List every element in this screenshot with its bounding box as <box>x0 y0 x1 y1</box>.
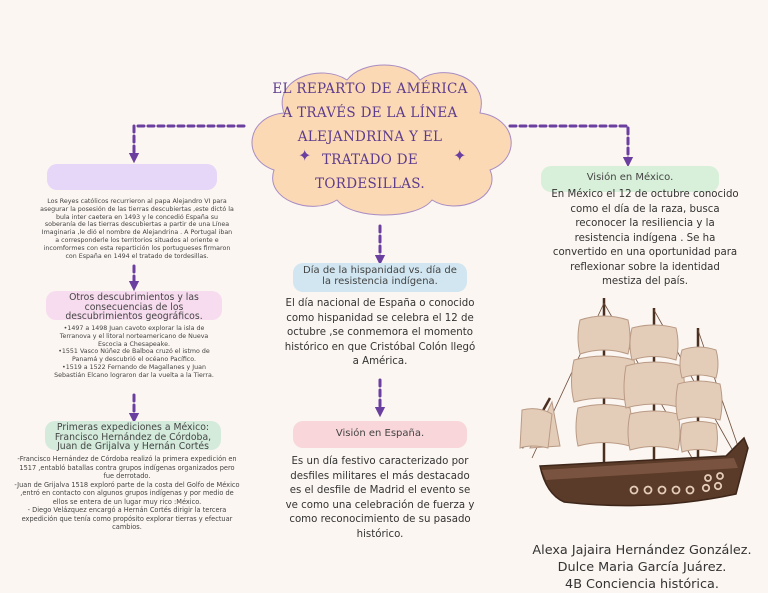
mexico-text: En México el 12 de octubre conocido como el día de la raza, busca reconocer la resiliencia y la resistencia indígena . Se ha convertido en una oportunidad para reflexionar sobre la identidad mestiza del país. <box>551 189 739 287</box>
expediciones-item-2: -Juan de Grijalva 1518 exploró parte de la costa del Golfo de México ,entró en contacto con algunos grupos indígenas y por medio de ellos se entera de un lugar muy rico :México. <box>14 480 240 506</box>
author-2: Dulce Maria García Juárez. <box>557 560 727 575</box>
expediciones-item-3: - Diego Velázquez encargó a Hernán Cortés dirigir la tercera expedición que tenía como propósito explorar tierras y efectuar cambios. <box>21 506 233 531</box>
expediciones-list <box>14 455 240 532</box>
sparkle-right-icon: ✦ <box>453 146 467 165</box>
otros-list <box>50 325 218 380</box>
mexico-node: Visión en México. <box>541 166 719 192</box>
expediciones-node: Primeras expediciones a México: Francisco Hernández de Córdoba, Juan de Grijalva y Hernán Cortés <box>45 421 221 450</box>
left-branch-empty-node <box>47 164 217 190</box>
title-line-3: ALEJANDRINA Y EL <box>297 128 443 145</box>
hispanidad-node: Día de la hispanidad vs. día de la resistencia indígena. <box>293 263 467 292</box>
map-title <box>270 78 470 197</box>
espana-node: Visión en España. <box>293 421 467 448</box>
otros-item-2: •1551 Vasco Núñez de Balboa cruzó el istmo de Panamá y descubrió el océano Pacífico. <box>58 348 210 364</box>
title-line-4: TRATADO DE <box>321 152 419 169</box>
sparkle-left-icon: ✦ <box>298 146 312 165</box>
hispanidad-text: El día nacional de España o conocido como hispanidad se celebra el 12 de octubre ,se conmemora el momento histórico en que Cristóbal Colón llegó a América. <box>284 298 476 367</box>
course-label: 4B Conciencia histórica. <box>565 577 719 592</box>
otros-item-3: •1519 a 1522 Fernando de Magallanes y Juan Sebastián Elcano lograron dar la vuelta a la Tierra. <box>54 363 214 379</box>
arrow-to-left-branch <box>134 126 244 158</box>
title-line-2: A TRAVÉS DE LA LÍNEA <box>282 104 458 121</box>
authors <box>520 542 764 593</box>
espana-text: Es un día festivo caracterizado por desfiles militares el más destacado es el desfile de Madrid el evento se ve como una celebración de fuerza y como reconocimiento de su pasado histórico. <box>285 456 475 540</box>
title-line-5: TORDESILLAS. <box>315 176 425 193</box>
author-1: Alexa Jajaira Hernández González. <box>532 543 752 558</box>
ship-illustration <box>512 298 752 534</box>
bula-text: Los Reyes católicos recurrieron al papa Alejandro VI para asegurar la posesión de las tierras descubiertas ,este dictó la bula inter caetera en 1493 y le concedió España su soberanía de las tierras descubiertas a partir de una Línea Imaginaria ,le dió el nombre de Alejandrina . A Portugal iban a corresponderle los territorios situados al oriente e incomformes con esta repartición los portugueses firmaron con España en 1494 el tratado de tordesillas. <box>40 198 234 260</box>
title-line-1: EL REPARTO DE AMÉRICA <box>272 81 468 97</box>
expediciones-item-1: -Francisco Hernández de Córdoba realizó la primera expedición en 1517 ,entabló batallas contra grupos indígenas organizados pero fue derrotado. <box>17 455 237 480</box>
otros-node: Otros descubrimientos y las consecuencias de los descubrimientos geográficos. <box>46 291 222 320</box>
otros-item-1: •1497 a 1498 Juan cavoto explorar la isla de Terranova y el litoral norteamericano de Nueva Escocia a Chesapeake. <box>59 325 209 348</box>
